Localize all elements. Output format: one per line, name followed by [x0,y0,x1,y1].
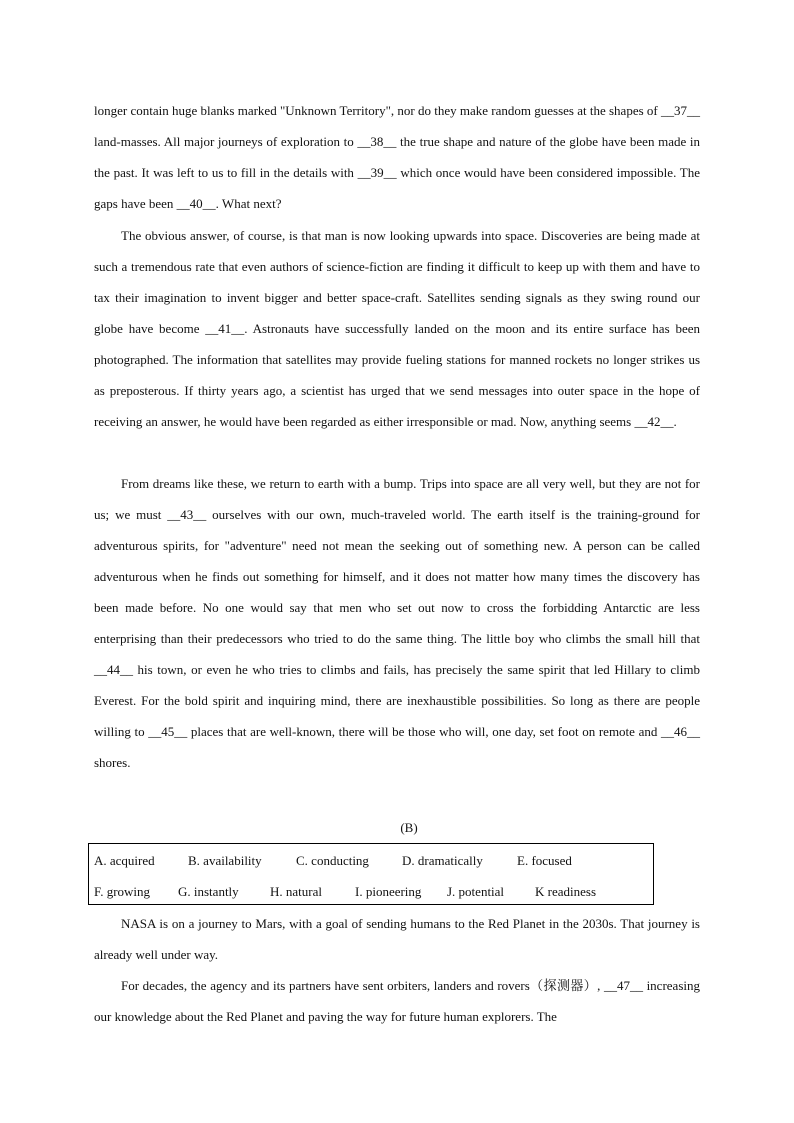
paragraph-text: NASA is on a journey to Mars, with a goal of sending humans to the Red Planet in the 2030s. That journey is already well under way. [94,916,700,962]
passage-a-paragraph-2 [94,220,700,437]
word-option: B. availability [188,853,262,868]
word-bank-box [88,843,654,905]
paragraph-text: The obvious answer, of course, is that man is now looking upwards into space. Discoveries are being made at such a tremendous rate that even authors of science-fiction are finding it difficult to keep up with them and have to tax their imagination to invent bigger and better space-craft. Satellites sending signals as they swing round our globe have become __41__. Astronauts have successfully landed on the moon and its entire surface has been photographed. The information that satellites may provide fueling stations for manned rockets no longer strikes us as preposterous. If thirty years ago, a scientist has urged that we send messages into outer space in the hope of receiving an answer, he would have been regarded as either irresponsible or mad. Now, anything seems __42__. [94,228,700,429]
word-bank-row-1 [94,851,650,871]
passage-b-paragraph-1 [94,908,700,970]
passage-b-paragraph-2 [94,970,700,1032]
passage-a-paragraph-3 [94,468,700,778]
section-b-label: (B) [400,820,418,835]
word-option: G. instantly [178,884,239,899]
passage-a-paragraph-1 [94,95,700,219]
word-option: I. pioneering [355,884,422,899]
paragraph-text: For decades, the agency and its partners have sent orbiters, landers and rovers（探测器）, __47__ increasing our knowledge about the Red Planet and paving the way for future human explorers. The [94,978,700,1024]
word-option: C. conducting [296,853,369,868]
word-bank-row-2 [94,882,650,902]
paragraph-text: From dreams like these, we return to earth with a bump. Trips into space are all very well, but they are not for us; we must __43__ ourselves with our own, much-traveled world. The earth itself is the training-ground for adventurous spirits, for "adventure" need not mean the seeking out of something new. A person can be called adventurous when he finds out something for himself, and it does not matter how many times the discovery has been made before. No one would say that men who set out now to cross the forbidding Antarctic are less enterprising than their predecessors who tried to do the same thing. The little boy who climbs the small hill that __44__ his town, or even he who tries to climbs and fails, has precisely the same spirit that led Hillary to climb Everest. For the bold spirit and inquiring mind, there are inexhaustible possibilities. So long as there are people willing to __45__ places that are well-known, there will be those who will, one day, set foot on remote and __46__ shores. [94,476,700,770]
paragraph-text: longer contain huge blanks marked "Unknown Territory", nor do they make random guesses at the shapes of __37__ land-masses. All major journeys of exploration to __38__ the true shape and nature of the globe have been made in the past. It was left to us to fill in the details with __39__ which once would have been considered impossible. The gaps have been __40__. What next? [94,103,700,211]
word-option: D. dramatically [402,853,483,868]
word-option: F. growing [94,884,151,899]
word-option: K readiness [535,884,597,899]
word-option: J. potential [447,884,505,899]
word-option: A. acquired [94,853,155,868]
word-option: H. natural [270,884,322,899]
word-option: E. focused [517,853,572,868]
